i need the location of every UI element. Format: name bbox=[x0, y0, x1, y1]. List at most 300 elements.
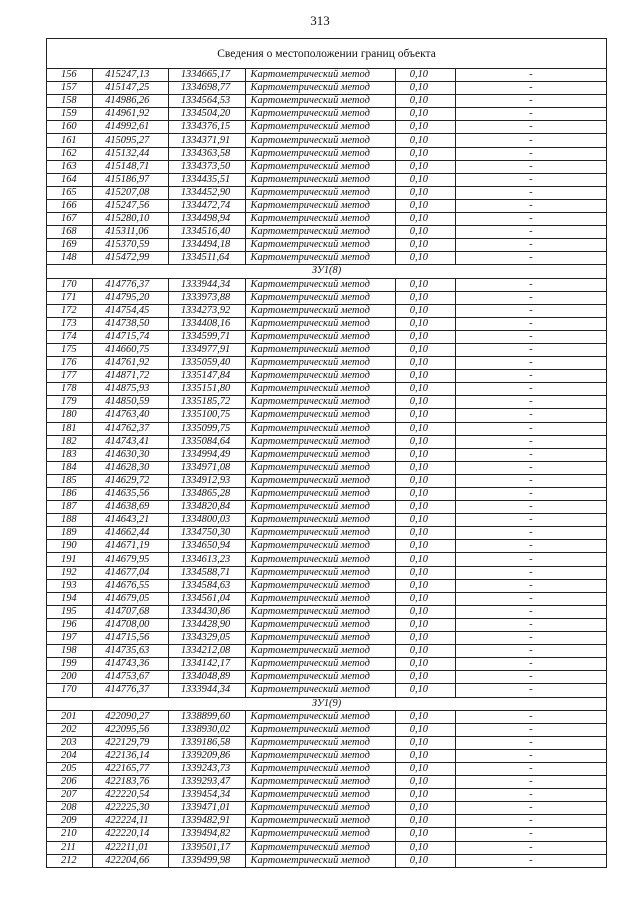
point-number-cell: 173 bbox=[47, 317, 93, 330]
coord-y-cell: 1339454,34 bbox=[168, 789, 245, 802]
note-cell: - bbox=[455, 383, 606, 396]
table-row bbox=[47, 776, 607, 789]
coord-x-cell: 414743,36 bbox=[93, 658, 169, 671]
accuracy-cell: 0,10 bbox=[395, 370, 455, 383]
coord-y-cell: 1339293,47 bbox=[168, 776, 245, 789]
coord-y-cell: 1334504,20 bbox=[168, 108, 245, 121]
coord-x-cell: 414875,93 bbox=[93, 383, 169, 396]
note-cell: - bbox=[455, 357, 606, 370]
table-row bbox=[47, 579, 607, 592]
table-row bbox=[47, 645, 607, 658]
point-number-cell: 203 bbox=[47, 736, 93, 749]
coord-y-cell: 1334363,58 bbox=[168, 147, 245, 160]
coord-x-cell: 414679,05 bbox=[93, 592, 169, 605]
coord-x-cell: 415186,97 bbox=[93, 173, 169, 186]
accuracy-cell: 0,10 bbox=[395, 69, 455, 82]
method-cell: Картометрический метод bbox=[245, 461, 395, 474]
method-cell: Картометрический метод bbox=[245, 658, 395, 671]
method-cell: Картометрический метод bbox=[245, 396, 395, 409]
table-row bbox=[47, 749, 607, 762]
coord-x-cell: 422225,30 bbox=[93, 802, 169, 815]
coord-y-cell: 1339501,17 bbox=[168, 841, 245, 854]
coord-x-cell: 414871,72 bbox=[93, 370, 169, 383]
accuracy-cell: 0,10 bbox=[395, 501, 455, 514]
method-cell: Картометрический метод bbox=[245, 579, 395, 592]
accuracy-cell: 0,10 bbox=[395, 330, 455, 343]
note-cell: - bbox=[455, 239, 606, 252]
note-cell: - bbox=[455, 108, 606, 121]
note-cell: - bbox=[455, 121, 606, 134]
note-cell: - bbox=[455, 448, 606, 461]
accuracy-cell: 0,10 bbox=[395, 684, 455, 697]
coord-x-cell: 414715,56 bbox=[93, 632, 169, 645]
coord-x-cell: 414776,37 bbox=[93, 278, 169, 291]
coord-y-cell: 1339499,98 bbox=[168, 854, 245, 867]
method-cell: Картометрический метод bbox=[245, 252, 395, 265]
note-cell: - bbox=[455, 684, 606, 697]
table-row bbox=[47, 553, 607, 566]
coord-x-cell: 422090,27 bbox=[93, 710, 169, 723]
method-cell: Картометрический метод bbox=[245, 566, 395, 579]
table-row bbox=[47, 291, 607, 304]
table-row bbox=[47, 278, 607, 291]
method-cell: Картометрический метод bbox=[245, 173, 395, 186]
table-title: Сведения о местоположении границ объекта bbox=[47, 39, 607, 69]
coord-y-cell: 1334428,90 bbox=[168, 618, 245, 631]
coord-y-cell: 1333973,88 bbox=[168, 291, 245, 304]
coord-y-cell: 1334472,74 bbox=[168, 199, 245, 212]
coord-x-cell: 422183,76 bbox=[93, 776, 169, 789]
point-number-cell: 160 bbox=[47, 121, 93, 134]
method-cell: Картометрический метод bbox=[245, 370, 395, 383]
table-row bbox=[47, 304, 607, 317]
coord-x-cell: 415207,08 bbox=[93, 186, 169, 199]
point-number-cell: 204 bbox=[47, 749, 93, 762]
table-row bbox=[47, 199, 607, 212]
accuracy-cell: 0,10 bbox=[395, 108, 455, 121]
point-number-cell: 177 bbox=[47, 370, 93, 383]
point-number-cell: 167 bbox=[47, 213, 93, 226]
coord-y-cell: 1334650,94 bbox=[168, 540, 245, 553]
coord-x-cell: 414992,61 bbox=[93, 121, 169, 134]
note-cell: - bbox=[455, 82, 606, 95]
coord-x-cell: 414850,59 bbox=[93, 396, 169, 409]
point-number-cell: 172 bbox=[47, 304, 93, 317]
table-row bbox=[47, 710, 607, 723]
method-cell: Картометрический метод bbox=[245, 160, 395, 173]
note-cell: - bbox=[455, 461, 606, 474]
coord-x-cell: 414679,95 bbox=[93, 553, 169, 566]
method-cell: Картометрический метод bbox=[245, 147, 395, 160]
table-row bbox=[47, 173, 607, 186]
accuracy-cell: 0,10 bbox=[395, 239, 455, 252]
table-row bbox=[47, 828, 607, 841]
coord-x-cell: 414762,37 bbox=[93, 422, 169, 435]
table-row bbox=[47, 239, 607, 252]
table-row bbox=[47, 605, 607, 618]
note-cell: - bbox=[455, 501, 606, 514]
table-row bbox=[47, 357, 607, 370]
table-row bbox=[47, 540, 607, 553]
accuracy-cell: 0,10 bbox=[395, 422, 455, 435]
point-number-cell: 197 bbox=[47, 632, 93, 645]
coord-x-cell: 414986,26 bbox=[93, 95, 169, 108]
note-cell: - bbox=[455, 553, 606, 566]
table-row bbox=[47, 343, 607, 356]
note-cell: - bbox=[455, 488, 606, 501]
coord-y-cell: 1339471,01 bbox=[168, 802, 245, 815]
method-cell: Картометрический метод bbox=[245, 592, 395, 605]
point-number-cell: 179 bbox=[47, 396, 93, 409]
method-cell: Картометрический метод bbox=[245, 199, 395, 212]
coord-x-cell: 414660,75 bbox=[93, 343, 169, 356]
point-number-cell: 185 bbox=[47, 474, 93, 487]
accuracy-cell: 0,10 bbox=[395, 553, 455, 566]
coord-y-cell: 1334452,90 bbox=[168, 186, 245, 199]
accuracy-cell: 0,10 bbox=[395, 566, 455, 579]
coord-x-cell: 415280,10 bbox=[93, 213, 169, 226]
note-cell: - bbox=[455, 213, 606, 226]
coord-x-cell: 414643,21 bbox=[93, 514, 169, 527]
coord-x-cell: 422165,77 bbox=[93, 762, 169, 775]
coord-y-cell: 1334408,16 bbox=[168, 317, 245, 330]
method-cell: Картометрический метод bbox=[245, 723, 395, 736]
note-cell: - bbox=[455, 278, 606, 291]
coord-y-cell: 1334430,86 bbox=[168, 605, 245, 618]
coord-y-cell: 1334820,84 bbox=[168, 501, 245, 514]
coord-y-cell: 1335099,75 bbox=[168, 422, 245, 435]
method-cell: Картометрический метод bbox=[245, 186, 395, 199]
accuracy-cell: 0,10 bbox=[395, 579, 455, 592]
note-cell: - bbox=[455, 723, 606, 736]
accuracy-cell: 0,10 bbox=[395, 252, 455, 265]
accuracy-cell: 0,10 bbox=[395, 304, 455, 317]
coord-x-cell: 414630,30 bbox=[93, 448, 169, 461]
coord-x-cell: 422095,56 bbox=[93, 723, 169, 736]
method-cell: Картометрический метод bbox=[245, 802, 395, 815]
method-cell: Картометрический метод bbox=[245, 317, 395, 330]
point-number-cell: 211 bbox=[47, 841, 93, 854]
note-cell: - bbox=[455, 736, 606, 749]
note-cell: - bbox=[455, 370, 606, 383]
note-cell: - bbox=[455, 815, 606, 828]
coord-y-cell: 1338899,60 bbox=[168, 710, 245, 723]
section-label: ЗУ1(9) bbox=[47, 697, 607, 710]
coord-x-cell: 414707,68 bbox=[93, 605, 169, 618]
method-cell: Картометрический метод bbox=[245, 710, 395, 723]
coord-x-cell: 414662,44 bbox=[93, 527, 169, 540]
point-number-cell: 186 bbox=[47, 488, 93, 501]
accuracy-cell: 0,10 bbox=[395, 435, 455, 448]
coord-y-cell: 1334142,17 bbox=[168, 658, 245, 671]
table-row bbox=[47, 514, 607, 527]
note-cell: - bbox=[455, 841, 606, 854]
point-number-cell: 190 bbox=[47, 540, 93, 553]
note-cell: - bbox=[455, 95, 606, 108]
accuracy-cell: 0,10 bbox=[395, 776, 455, 789]
point-number-cell: 181 bbox=[47, 422, 93, 435]
coord-y-cell: 1335100,75 bbox=[168, 409, 245, 422]
coord-y-cell: 1334584,63 bbox=[168, 579, 245, 592]
coord-x-cell: 415247,13 bbox=[93, 69, 169, 82]
point-number-cell: 175 bbox=[47, 343, 93, 356]
coord-y-cell: 1334800,03 bbox=[168, 514, 245, 527]
point-number-cell: 157 bbox=[47, 82, 93, 95]
point-number-cell: 170 bbox=[47, 278, 93, 291]
method-cell: Картометрический метод bbox=[245, 291, 395, 304]
accuracy-cell: 0,10 bbox=[395, 291, 455, 304]
point-number-cell: 200 bbox=[47, 671, 93, 684]
table-row bbox=[47, 448, 607, 461]
point-number-cell: 193 bbox=[47, 579, 93, 592]
point-number-cell: 210 bbox=[47, 828, 93, 841]
table-row bbox=[47, 488, 607, 501]
accuracy-cell: 0,10 bbox=[395, 121, 455, 134]
coord-y-cell: 1334561,04 bbox=[168, 592, 245, 605]
table-row bbox=[47, 684, 607, 697]
note-cell: - bbox=[455, 540, 606, 553]
point-number-cell: 198 bbox=[47, 645, 93, 658]
point-number-cell: 169 bbox=[47, 239, 93, 252]
coord-x-cell: 415472,99 bbox=[93, 252, 169, 265]
point-number-cell: 202 bbox=[47, 723, 93, 736]
point-number-cell: 159 bbox=[47, 108, 93, 121]
accuracy-cell: 0,10 bbox=[395, 383, 455, 396]
note-cell: - bbox=[455, 147, 606, 160]
accuracy-cell: 0,10 bbox=[395, 186, 455, 199]
method-cell: Картометрический метод bbox=[245, 95, 395, 108]
coord-x-cell: 414708,00 bbox=[93, 618, 169, 631]
note-cell: - bbox=[455, 710, 606, 723]
boundary-coordinates-table bbox=[46, 38, 607, 868]
method-cell: Картометрический метод bbox=[245, 540, 395, 553]
accuracy-cell: 0,10 bbox=[395, 488, 455, 501]
method-cell: Картометрический метод bbox=[245, 488, 395, 501]
coord-y-cell: 1335084,64 bbox=[168, 435, 245, 448]
coord-y-cell: 1334564,53 bbox=[168, 95, 245, 108]
accuracy-cell: 0,10 bbox=[395, 160, 455, 173]
coord-x-cell: 414754,45 bbox=[93, 304, 169, 317]
accuracy-cell: 0,10 bbox=[395, 658, 455, 671]
accuracy-cell: 0,10 bbox=[395, 710, 455, 723]
coord-y-cell: 1334588,71 bbox=[168, 566, 245, 579]
coord-y-cell: 1334048,89 bbox=[168, 671, 245, 684]
coord-y-cell: 1334494,18 bbox=[168, 239, 245, 252]
coord-x-cell: 422204,66 bbox=[93, 854, 169, 867]
table-row bbox=[47, 317, 607, 330]
coord-y-cell: 1334273,92 bbox=[168, 304, 245, 317]
point-number-cell: 180 bbox=[47, 409, 93, 422]
accuracy-cell: 0,10 bbox=[395, 618, 455, 631]
accuracy-cell: 0,10 bbox=[395, 723, 455, 736]
note-cell: - bbox=[455, 749, 606, 762]
point-number-cell: 207 bbox=[47, 789, 93, 802]
accuracy-cell: 0,10 bbox=[395, 147, 455, 160]
point-number-cell: 195 bbox=[47, 605, 93, 618]
table-body bbox=[47, 39, 607, 868]
coord-x-cell: 414671,19 bbox=[93, 540, 169, 553]
method-cell: Картометрический метод bbox=[245, 330, 395, 343]
accuracy-cell: 0,10 bbox=[395, 82, 455, 95]
table-row bbox=[47, 815, 607, 828]
coord-y-cell: 1335059,40 bbox=[168, 357, 245, 370]
point-number-cell: 184 bbox=[47, 461, 93, 474]
point-number-cell: 205 bbox=[47, 762, 93, 775]
point-number-cell: 156 bbox=[47, 69, 93, 82]
coord-y-cell: 1334613,23 bbox=[168, 553, 245, 566]
table-row bbox=[47, 618, 607, 631]
coord-x-cell: 415247,56 bbox=[93, 199, 169, 212]
coord-y-cell: 1334373,50 bbox=[168, 160, 245, 173]
point-number-cell: 208 bbox=[47, 802, 93, 815]
method-cell: Картометрический метод bbox=[245, 435, 395, 448]
accuracy-cell: 0,10 bbox=[395, 357, 455, 370]
method-cell: Картометрический метод bbox=[245, 645, 395, 658]
coord-y-cell: 1339186,58 bbox=[168, 736, 245, 749]
accuracy-cell: 0,10 bbox=[395, 278, 455, 291]
note-cell: - bbox=[455, 422, 606, 435]
accuracy-cell: 0,10 bbox=[395, 736, 455, 749]
point-number-cell: 158 bbox=[47, 95, 93, 108]
method-cell: Картометрический метод bbox=[245, 134, 395, 147]
accuracy-cell: 0,10 bbox=[395, 173, 455, 186]
point-number-cell: 171 bbox=[47, 291, 93, 304]
accuracy-cell: 0,10 bbox=[395, 213, 455, 226]
method-cell: Картометрический метод bbox=[245, 828, 395, 841]
note-cell: - bbox=[455, 632, 606, 645]
point-number-cell: 212 bbox=[47, 854, 93, 867]
accuracy-cell: 0,10 bbox=[395, 645, 455, 658]
coord-y-cell: 1335185,72 bbox=[168, 396, 245, 409]
accuracy-cell: 0,10 bbox=[395, 409, 455, 422]
point-number-cell: 178 bbox=[47, 383, 93, 396]
coord-x-cell: 414735,63 bbox=[93, 645, 169, 658]
point-number-cell: 206 bbox=[47, 776, 93, 789]
table-row bbox=[47, 736, 607, 749]
method-cell: Картометрический метод bbox=[245, 776, 395, 789]
accuracy-cell: 0,10 bbox=[395, 762, 455, 775]
method-cell: Картометрический метод bbox=[245, 422, 395, 435]
point-number-cell: 194 bbox=[47, 592, 93, 605]
coord-y-cell: 1334371,91 bbox=[168, 134, 245, 147]
coord-x-cell: 414761,92 bbox=[93, 357, 169, 370]
method-cell: Картометрический метод bbox=[245, 815, 395, 828]
coord-x-cell: 414635,56 bbox=[93, 488, 169, 501]
note-cell: - bbox=[455, 605, 606, 618]
method-cell: Картометрический метод bbox=[245, 121, 395, 134]
accuracy-cell: 0,10 bbox=[395, 514, 455, 527]
point-number-cell: 174 bbox=[47, 330, 93, 343]
accuracy-cell: 0,10 bbox=[395, 841, 455, 854]
point-number-cell: 209 bbox=[47, 815, 93, 828]
table-row bbox=[47, 422, 607, 435]
point-number-cell: 166 bbox=[47, 199, 93, 212]
table-row bbox=[47, 409, 607, 422]
method-cell: Картометрический метод bbox=[245, 605, 395, 618]
point-number-cell: 170 bbox=[47, 684, 93, 697]
coord-y-cell: 1334212,08 bbox=[168, 645, 245, 658]
coord-y-cell: 1334516,40 bbox=[168, 226, 245, 239]
point-number-cell: 189 bbox=[47, 527, 93, 540]
table-row bbox=[47, 461, 607, 474]
accuracy-cell: 0,10 bbox=[395, 632, 455, 645]
note-cell: - bbox=[455, 317, 606, 330]
accuracy-cell: 0,10 bbox=[395, 343, 455, 356]
method-cell: Картометрический метод bbox=[245, 632, 395, 645]
point-number-cell: 196 bbox=[47, 618, 93, 631]
method-cell: Картометрический метод bbox=[245, 618, 395, 631]
accuracy-cell: 0,10 bbox=[395, 540, 455, 553]
coord-y-cell: 1339243,73 bbox=[168, 762, 245, 775]
coord-y-cell: 1335151,80 bbox=[168, 383, 245, 396]
method-cell: Картометрический метод bbox=[245, 841, 395, 854]
note-cell: - bbox=[455, 134, 606, 147]
table-row bbox=[47, 330, 607, 343]
coord-y-cell: 1334498,94 bbox=[168, 213, 245, 226]
point-number-cell: 182 bbox=[47, 435, 93, 448]
coord-y-cell: 1334977,91 bbox=[168, 343, 245, 356]
note-cell: - bbox=[455, 854, 606, 867]
accuracy-cell: 0,10 bbox=[395, 854, 455, 867]
coord-x-cell: 414715,74 bbox=[93, 330, 169, 343]
accuracy-cell: 0,10 bbox=[395, 749, 455, 762]
method-cell: Картометрический метод bbox=[245, 69, 395, 82]
coord-y-cell: 1334435,51 bbox=[168, 173, 245, 186]
table-row bbox=[47, 474, 607, 487]
method-cell: Картометрический метод bbox=[245, 501, 395, 514]
method-cell: Картометрический метод bbox=[245, 684, 395, 697]
note-cell: - bbox=[455, 514, 606, 527]
coord-x-cell: 414738,50 bbox=[93, 317, 169, 330]
method-cell: Картометрический метод bbox=[245, 527, 395, 540]
table-row bbox=[47, 134, 607, 147]
note-cell: - bbox=[455, 776, 606, 789]
point-number-cell: 148 bbox=[47, 252, 93, 265]
note-cell: - bbox=[455, 789, 606, 802]
note-cell: - bbox=[455, 671, 606, 684]
table-row bbox=[47, 854, 607, 867]
method-cell: Картометрический метод bbox=[245, 108, 395, 121]
table-row bbox=[47, 592, 607, 605]
point-number-cell: 165 bbox=[47, 186, 93, 199]
point-number-cell: 183 bbox=[47, 448, 93, 461]
method-cell: Картометрический метод bbox=[245, 304, 395, 317]
coord-x-cell: 414776,37 bbox=[93, 684, 169, 697]
point-number-cell: 162 bbox=[47, 147, 93, 160]
accuracy-cell: 0,10 bbox=[395, 199, 455, 212]
point-number-cell: 168 bbox=[47, 226, 93, 239]
method-cell: Картометрический метод bbox=[245, 448, 395, 461]
point-number-cell: 176 bbox=[47, 357, 93, 370]
table-row bbox=[47, 226, 607, 239]
note-cell: - bbox=[455, 645, 606, 658]
coord-y-cell: 1338930,02 bbox=[168, 723, 245, 736]
note-cell: - bbox=[455, 173, 606, 186]
note-cell: - bbox=[455, 69, 606, 82]
accuracy-cell: 0,10 bbox=[395, 396, 455, 409]
coord-y-cell: 1333944,34 bbox=[168, 278, 245, 291]
note-cell: - bbox=[455, 291, 606, 304]
page-number: 313 bbox=[310, 13, 330, 28]
table-row bbox=[47, 658, 607, 671]
point-number-cell: 187 bbox=[47, 501, 93, 514]
table-row bbox=[47, 762, 607, 775]
note-cell: - bbox=[455, 527, 606, 540]
method-cell: Картометрический метод bbox=[245, 357, 395, 370]
coord-y-cell: 1335147,84 bbox=[168, 370, 245, 383]
table-row bbox=[47, 160, 607, 173]
table-row bbox=[47, 841, 607, 854]
